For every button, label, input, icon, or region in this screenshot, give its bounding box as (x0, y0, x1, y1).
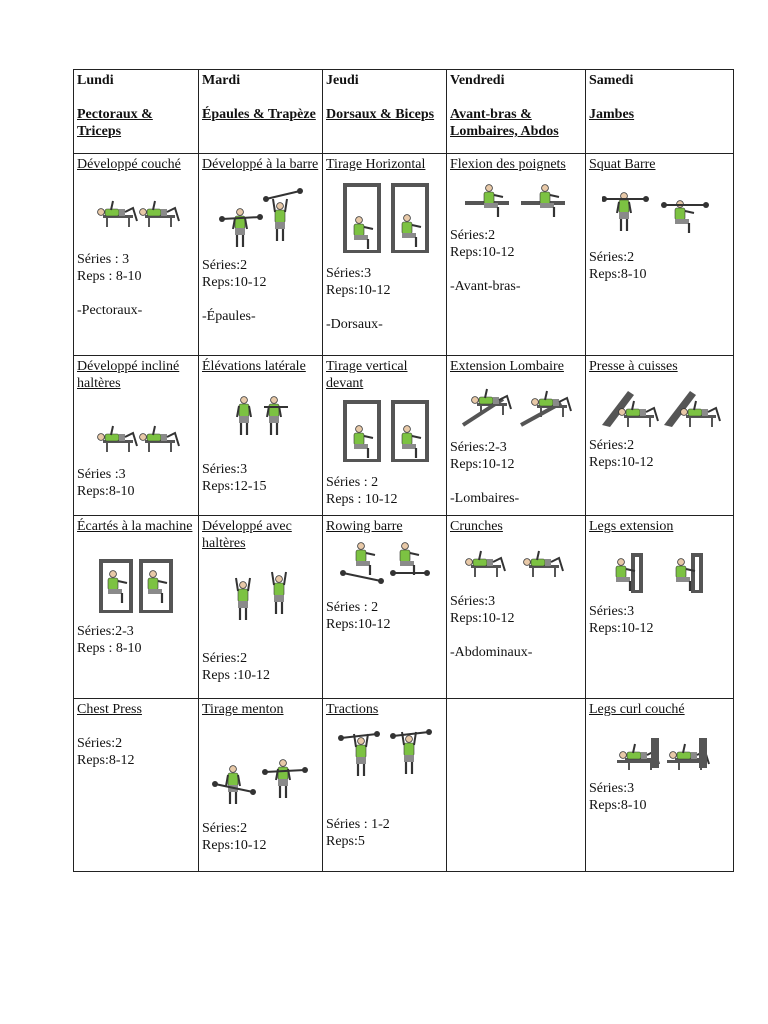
barbell-row-figure-icon (337, 537, 433, 591)
exercise-name: Rowing barre (326, 519, 403, 534)
muscle-group-label: Épaules & Trapèze (202, 107, 316, 122)
exercise-cell (74, 356, 199, 516)
wrist-curl-figure-icon (461, 179, 571, 219)
exercise-name: Élévations latérale (202, 359, 306, 374)
exercise-series: Séries:2-3 (450, 440, 507, 455)
exercise-reps: Reps:10-12 (326, 283, 391, 298)
exercise-name: Tractions (326, 702, 379, 717)
exercise-cell (586, 154, 734, 356)
day-label: Mardi (202, 73, 241, 88)
exercise-reps: Reps:10-12 (589, 621, 654, 636)
exercise-reps: Reps:10-12 (450, 611, 515, 626)
exercise-cell (323, 154, 447, 356)
day-label: Lundi (77, 73, 114, 88)
seated-row-machine-figure-icon (333, 179, 437, 257)
muscle-group-label: Avant-bras & Lombaires, Abdos (450, 107, 559, 139)
muscle-group-label: Pectoraux & Triceps (77, 107, 153, 139)
exercise-series: Séries : 3 (77, 252, 130, 267)
exercise-name: Crunches (450, 519, 503, 534)
exercise-series: Séries:2-3 (77, 624, 134, 639)
exercise-muscle-note: -Lombaires- (450, 491, 520, 506)
exercise-cell (323, 516, 447, 699)
exercise-cell (586, 699, 734, 872)
exercise-cell (74, 516, 199, 699)
day-label: Vendredi (450, 73, 505, 88)
muscle-group-label: Dorsaux & Biceps (326, 107, 435, 122)
exercise-name: Extension Lombaire (450, 359, 564, 374)
exercise-name: Chest Press (77, 702, 142, 717)
exercise-series: Séries:3 (326, 266, 372, 281)
exercise-reps: Reps:8-10 (589, 798, 647, 813)
exercise-series: Séries:2 (450, 228, 496, 243)
exercise-reps: Reps:8-10 (589, 267, 647, 282)
exercise-cell (199, 356, 323, 516)
exercise-cell (586, 356, 734, 516)
leg-extension-figure-icon (601, 549, 719, 595)
exercise-cell (447, 154, 586, 356)
exercise-reps: Reps:10-12 (450, 457, 515, 472)
lateral-raise-figure-icon (226, 379, 296, 453)
exercise-cell (323, 356, 447, 516)
day-label: Jeudi (326, 73, 359, 88)
exercise-name: Tirage vertical devant (326, 359, 408, 391)
exercise-name: Développé à la barre (202, 157, 319, 172)
exercise-muscle-note: -Épaules- (202, 309, 256, 324)
exercise-name: Développé avec haltères (202, 519, 292, 551)
back-extension-figure-icon (457, 385, 575, 431)
header-cell-mardi (199, 70, 323, 154)
exercise-cell (323, 699, 447, 872)
exercise-cell (447, 356, 586, 516)
pec-fly-machine-figure-icon (93, 553, 179, 615)
crunch-figure-icon (457, 541, 575, 585)
exercise-series: Séries:2 (589, 438, 635, 453)
exercise-series: Séries:3 (450, 594, 496, 609)
leg-curl-figure-icon (609, 736, 711, 772)
exercise-series: Séries : 1-2 (326, 817, 390, 832)
exercise-name: Legs curl couché (589, 702, 685, 717)
exercise-cell (199, 699, 323, 872)
header-cell-jeudi (323, 70, 447, 154)
exercise-series: Séries:2 (202, 258, 248, 273)
exercise-name: Presse à cuisses (589, 359, 678, 374)
exercise-series: Séries:3 (589, 604, 635, 619)
dumbbell-press-figure-icon (225, 556, 297, 642)
exercise-cell (586, 516, 734, 699)
lat-pulldown-figure-icon (333, 396, 437, 466)
exercise-series: Séries : 2 (326, 475, 379, 490)
incline-press-figure-icon (91, 420, 181, 458)
exercise-row-1 (74, 154, 734, 356)
exercise-reps: Reps:10-12 (589, 455, 654, 470)
bench-press-figure-icon (91, 183, 181, 243)
exercise-muscle-note: -Dorsaux- (326, 317, 383, 332)
exercise-reps: Reps:10-12 (202, 838, 267, 853)
exercise-reps: Reps : 8-10 (77, 269, 142, 284)
barbell-press-figure-icon (216, 183, 306, 249)
exercise-reps: Reps : 8-10 (77, 641, 142, 656)
exercise-series: Séries :3 (77, 467, 126, 482)
exercise-name: Flexion des poignets (450, 157, 566, 172)
header-cell-lundi (74, 70, 199, 154)
exercise-series: Séries:3 (589, 781, 635, 796)
exercise-cell (199, 516, 323, 699)
exercise-series: Séries:2 (202, 821, 248, 836)
header-row (74, 70, 734, 154)
muscle-group-label: Jambes (589, 107, 635, 122)
exercise-muscle-note: -Abdominaux- (450, 645, 533, 660)
leg-press-figure-icon (598, 385, 722, 429)
exercise-name: Tirage Horizontal (326, 157, 426, 172)
exercise-reps: Reps:10-12 (450, 245, 515, 260)
header-cell-samedi (586, 70, 734, 154)
exercise-row-3 (74, 516, 734, 699)
empty-cell (447, 699, 586, 872)
exercise-cell (447, 516, 586, 699)
exercise-name: Squat Barre (589, 157, 656, 172)
exercise-series: Séries:2 (77, 736, 123, 751)
exercise-name: Tirage menton (202, 702, 284, 717)
workout-table (73, 69, 734, 872)
upright-row-figure-icon (209, 746, 313, 812)
exercise-series: Séries:2 (589, 250, 635, 265)
exercise-series: Séries:3 (202, 462, 248, 477)
pull-up-figure-icon (337, 728, 433, 808)
exercise-reps: Reps:10-12 (326, 617, 391, 632)
exercise-reps: Reps:10-12 (202, 275, 267, 290)
exercise-cell (199, 154, 323, 356)
exercise-name: Développé incliné haltères (77, 359, 180, 391)
exercise-reps: Reps:5 (326, 834, 365, 849)
exercise-reps: Reps:8-10 (77, 484, 135, 499)
exercise-cell (74, 699, 199, 872)
exercise-reps: Reps : 10-12 (326, 492, 398, 507)
exercise-row-4 (74, 699, 734, 872)
exercise-name: Développé couché (77, 157, 181, 172)
exercise-name: Écartés à la machine (77, 519, 193, 534)
exercise-reps: Reps :10-12 (202, 668, 271, 683)
exercise-muscle-note: -Pectoraux- (77, 303, 143, 318)
exercise-cell (74, 154, 199, 356)
exercise-name: Legs extension (589, 519, 674, 534)
exercise-series: Séries : 2 (326, 600, 379, 615)
exercise-series: Séries:2 (202, 651, 248, 666)
day-label: Samedi (589, 73, 634, 88)
header-cell-vendredi (447, 70, 586, 154)
exercise-reps: Reps:12-15 (202, 479, 267, 494)
exercise-reps: Reps:8-12 (77, 753, 135, 768)
exercise-muscle-note: -Avant-bras- (450, 279, 521, 294)
barbell-squat-figure-icon (602, 183, 718, 241)
exercise-row-2 (74, 356, 734, 516)
